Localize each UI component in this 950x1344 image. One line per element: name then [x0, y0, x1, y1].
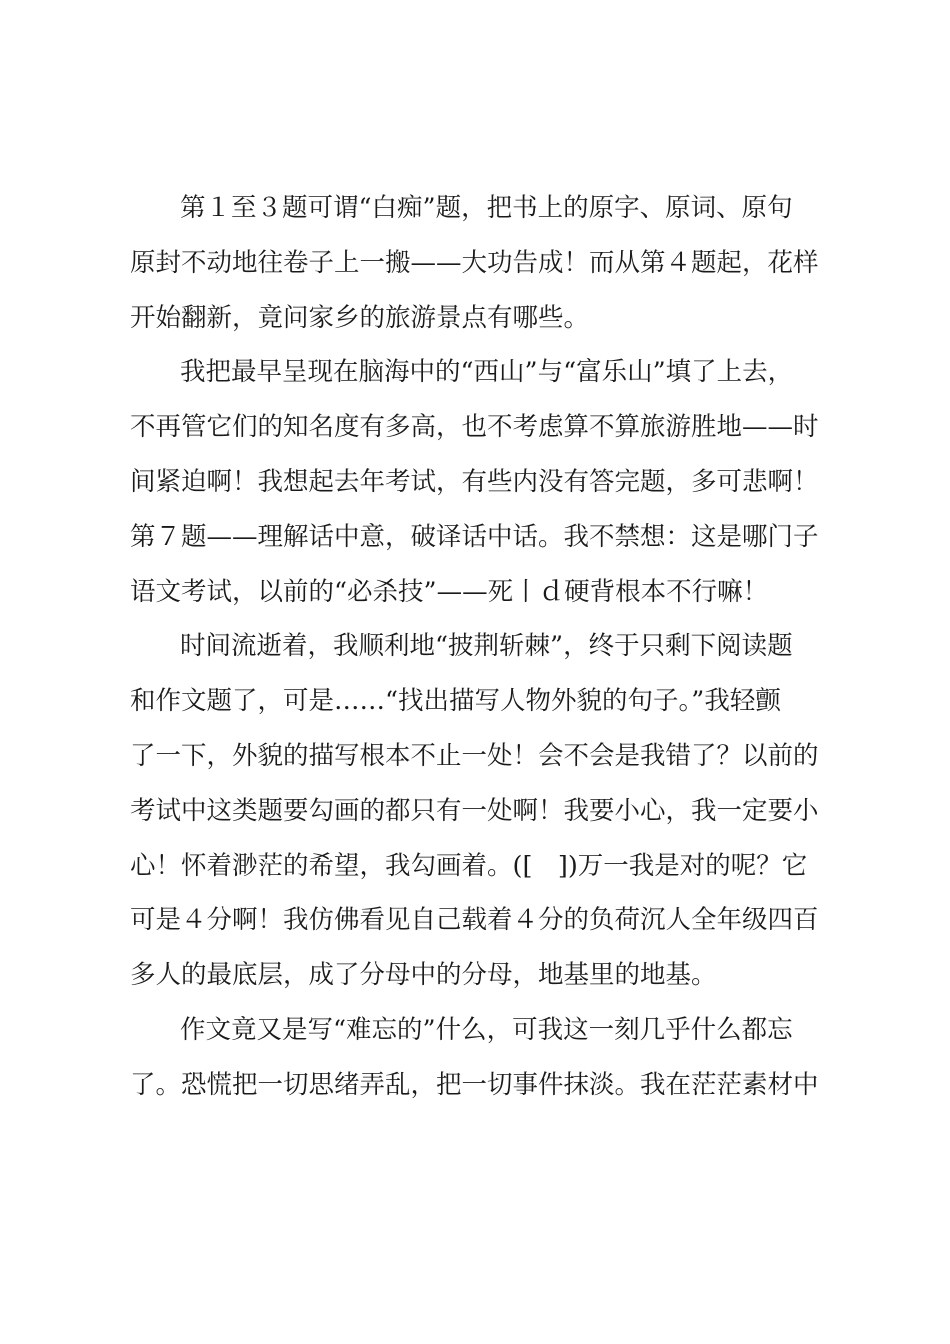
text-line: 多人的最底层，成了分母中的分母，地基里的地基。 [130, 960, 717, 991]
text-line: 第１至３题可谓“白痴”题，把书上的原字、原词、原句 [180, 193, 793, 223]
text-line: 第７题——理解话中意，破译话中话。我不禁想：这是哪门子 [130, 521, 819, 552]
paragraph-4 [130, 1003, 820, 1113]
text-line: 时间流逝着，我顺利地“披荆斩棘”，终于只剩下阅读题 [180, 631, 793, 662]
text-line: 心！怀着渺茫的希望，我勾画着。([ ])万一我是对的呢？它 [130, 850, 808, 881]
text-line: 了。恐慌把一切思绪弄乱，把一切事件抹淡。我在茫茫素材中 [130, 1069, 819, 1100]
text-line: 不再管它们的知名度有多高，也不考虑算不算旅游胜地——时 [130, 412, 819, 443]
text-line: 开始翻新，竟问家乡的旅游景点有哪些。 [130, 302, 590, 333]
text-line: 考试中这类题要勾画的都只有一处啊！我要小心，我一定要小 [130, 795, 819, 826]
text-line: 可是４分啊！我仿佛看见自己载着４分的负荷沉人全年级四百 [130, 905, 819, 936]
text-line: 和作文题了，可是……“找出描写人物外貌的句子。”我轻颤 [130, 686, 781, 717]
text-line: 我把最早呈现在脑海中的“西山”与“富乐山”填了上去， [180, 357, 794, 388]
paragraph-2 [130, 345, 820, 619]
document-body [130, 181, 820, 1113]
text-line: 了一下，外貌的描写根本不止一处！会不会是我错了？以前的 [130, 740, 819, 771]
paragraph-3 [130, 619, 820, 1003]
text-line: 原封不动地往卷子上一搬——大功告成！而从第４题起，花样 [130, 247, 819, 278]
paragraph-1 [130, 181, 820, 345]
text-line: 间紧迫啊！我想起去年考试，有些内没有答完题，多可悲啊！ [130, 466, 819, 497]
text-line: 语文考试，以前的“必杀技”——死丨ｄ硬背根本不行嘛！ [130, 576, 769, 607]
text-line: 作文竟又是写“难忘的”什么，可我这一刻几乎什么都忘 [180, 1014, 793, 1045]
